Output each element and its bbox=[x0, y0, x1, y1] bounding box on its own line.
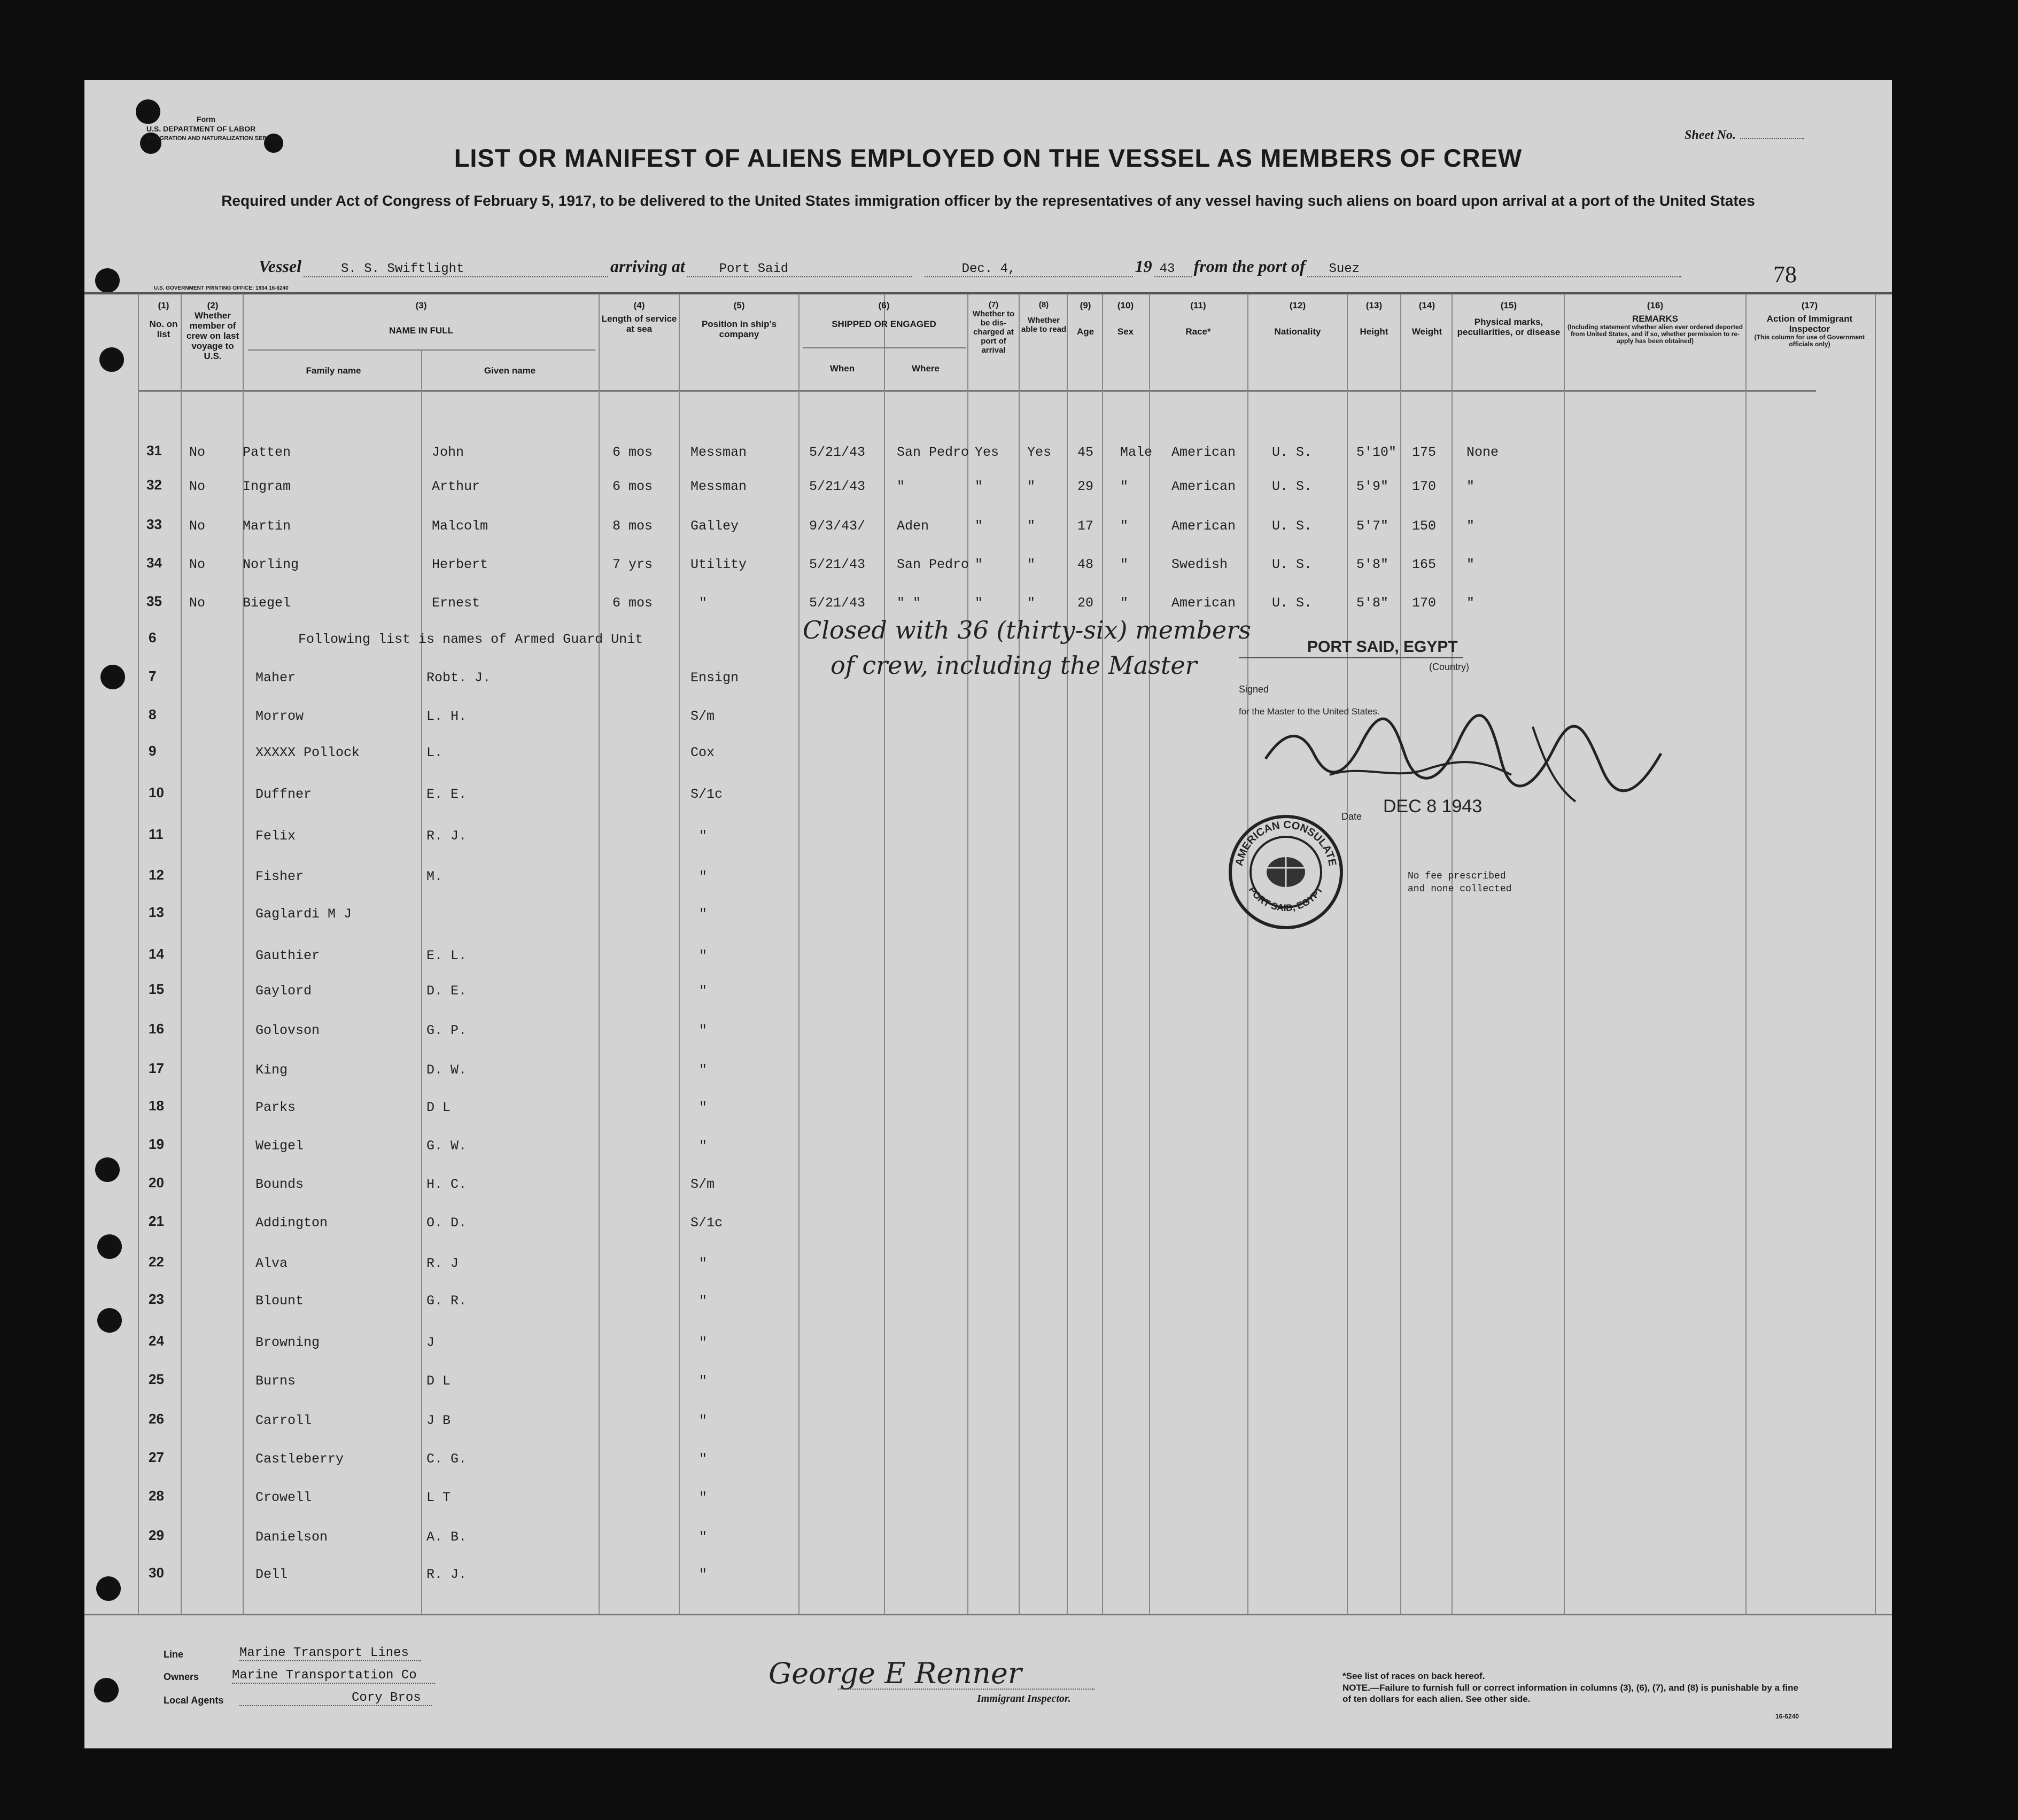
vessel-label: Vessel bbox=[259, 256, 301, 276]
cell-family: Martin bbox=[243, 518, 291, 534]
cell-sex: Male bbox=[1120, 445, 1153, 460]
cell-position: " bbox=[699, 948, 708, 963]
cell-given: D. E. bbox=[426, 983, 467, 999]
cell-given: Malcolm bbox=[432, 518, 488, 534]
cell-family: Burns bbox=[255, 1373, 296, 1389]
cell-given: D L bbox=[426, 1373, 451, 1389]
column-rule bbox=[967, 294, 968, 1614]
row-number: 21 bbox=[149, 1213, 164, 1229]
cell-given: L T bbox=[426, 1490, 451, 1505]
col-6-header: (6) SHIPPED OR ENGAGED bbox=[832, 300, 936, 329]
department-label: U.S. DEPARTMENT OF LABOR bbox=[146, 125, 256, 133]
cell-read: " bbox=[1027, 595, 1036, 611]
cell-given: R. J. bbox=[426, 828, 467, 844]
row-number: 9 bbox=[149, 743, 157, 759]
row-number: 6 bbox=[149, 629, 157, 645]
cell-nationality: U. S. bbox=[1272, 479, 1313, 494]
cell-given: E. E. bbox=[426, 787, 467, 802]
cell-given: Arthur bbox=[432, 479, 480, 494]
cell-family: Gaylord bbox=[255, 983, 312, 999]
cell-position: S/1c bbox=[690, 787, 723, 802]
cell-discharged: " bbox=[975, 557, 983, 572]
punch-hole bbox=[136, 99, 160, 124]
column-rule bbox=[599, 294, 600, 1614]
col-6-when-header: When bbox=[829, 363, 855, 374]
cell-when: 5/21/43 bbox=[809, 557, 866, 572]
row-number: 13 bbox=[149, 904, 164, 920]
cell-family: Gaglardi M J bbox=[255, 906, 352, 922]
cell-prev: No bbox=[189, 595, 206, 611]
cell-service: 6 mos bbox=[612, 479, 653, 494]
cell-family: Blount bbox=[255, 1293, 304, 1309]
consulate-date-label: Date bbox=[1341, 811, 1362, 822]
line-label: Line bbox=[164, 1649, 184, 1660]
cell-given: J bbox=[426, 1335, 435, 1350]
col-3-header: (3) NAME IN FULL bbox=[389, 300, 453, 336]
row-number: 24 bbox=[149, 1333, 164, 1349]
cell-position: Galley bbox=[690, 518, 739, 534]
row-number: 19 bbox=[149, 1136, 164, 1152]
fee-note-line2: and none collected bbox=[1408, 884, 1512, 895]
cell-position: Ensign bbox=[690, 670, 739, 686]
col-14-header: (14) Weight bbox=[1411, 300, 1442, 337]
cell-read: Yes bbox=[1027, 445, 1052, 460]
cell-discharged: " bbox=[975, 479, 983, 494]
cell-race: American bbox=[1171, 518, 1236, 534]
col-9-header: (9) Age bbox=[1076, 300, 1095, 337]
fee-note-line1: No fee prescribed bbox=[1408, 871, 1506, 882]
row-number: 18 bbox=[149, 1098, 164, 1114]
cell-given: A. B. bbox=[426, 1529, 467, 1545]
cell-family: Morrow bbox=[255, 709, 304, 724]
cell-position: " bbox=[699, 1335, 708, 1350]
cell-family: Fisher bbox=[255, 869, 304, 884]
col-7-header: (7) Whether to be dis-charged at port of arrival bbox=[972, 300, 1015, 355]
cell-family: Castleberry bbox=[255, 1451, 344, 1467]
cell-family: King bbox=[255, 1062, 288, 1078]
consulate-place-rule bbox=[1239, 657, 1463, 658]
cell-position: S/m bbox=[690, 1177, 715, 1192]
cell-given: L. H. bbox=[426, 709, 467, 724]
row-number: 26 bbox=[149, 1411, 164, 1427]
cell-given: G. R. bbox=[426, 1293, 467, 1309]
column-rule bbox=[1102, 294, 1103, 1614]
cell-position: Utility bbox=[690, 557, 747, 572]
cell-position: " bbox=[699, 1490, 708, 1505]
cell-race: Swedish bbox=[1171, 557, 1228, 572]
cell-given: O. D. bbox=[426, 1215, 467, 1231]
cell-prev: No bbox=[189, 557, 206, 572]
cell-marks: " bbox=[1466, 479, 1475, 494]
cell-where: San Pedro bbox=[897, 445, 969, 460]
cell-when: 5/21/43 bbox=[809, 445, 866, 460]
svg-text:PORT SAID, EGYPT bbox=[1247, 884, 1325, 913]
column-rule bbox=[1400, 294, 1401, 1614]
cell-position: " bbox=[699, 1293, 708, 1309]
owners-label: Owners bbox=[164, 1671, 199, 1682]
cell-position: " bbox=[699, 1413, 708, 1428]
line-value: Marine Transport Lines bbox=[239, 1646, 421, 1661]
printing-office-note: U.S. GOVERNMENT PRINTING OFFICE: 1934 16-6240 bbox=[154, 285, 289, 291]
page-number: 78 bbox=[1773, 261, 1797, 287]
agents-label: Local Agents bbox=[164, 1695, 224, 1706]
col-16-header: (16) REMARKS (Including statement whether alien ever ordered deported from United States, and if so, whether permission to re-apply has been obtained) bbox=[1567, 300, 1743, 345]
col-15-header: (15) Physical marks, peculiarities, or disease bbox=[1457, 300, 1561, 337]
row-number: 12 bbox=[149, 867, 164, 883]
cell-prev: No bbox=[189, 518, 206, 534]
cell-race: American bbox=[1171, 479, 1236, 494]
column-rule bbox=[1452, 294, 1453, 1614]
column-rule bbox=[421, 351, 422, 1614]
punch-hole bbox=[95, 1157, 120, 1182]
cell-given: G. P. bbox=[426, 1023, 467, 1038]
cell-weight: 150 bbox=[1412, 518, 1437, 534]
handwritten-closing-note-line1: Closed with 36 (thirty-six) members bbox=[803, 616, 1251, 644]
cell-position: " bbox=[699, 906, 708, 922]
cell-read: " bbox=[1027, 479, 1036, 494]
seal-bottom-text: PORT SAID, EGYPT bbox=[1246, 884, 1325, 914]
col-8-header: (8) Whether able to read bbox=[1021, 300, 1067, 334]
cell-discharged: " bbox=[975, 518, 983, 534]
service-label: IMMIGRATION AND NATURALIZATION SERVICE bbox=[146, 135, 281, 142]
col-5-header: (5) Position in ship's company bbox=[701, 300, 777, 339]
row-number: 14 bbox=[149, 946, 164, 962]
cell-age: 17 bbox=[1077, 518, 1094, 534]
cell-prev: No bbox=[189, 445, 206, 460]
cell-service: 6 mos bbox=[612, 445, 653, 460]
cell-family: Gauthier bbox=[255, 948, 320, 963]
column-rule bbox=[138, 294, 139, 1614]
cell-weight: 170 bbox=[1412, 479, 1437, 494]
cell-sex: " bbox=[1120, 595, 1129, 611]
from-label: from the port of bbox=[1193, 256, 1306, 276]
column-rule bbox=[1247, 294, 1248, 1614]
sheet-number: Sheet No. bbox=[1685, 128, 1804, 143]
seal-top-text: AMERICAN CONSULATE bbox=[1233, 819, 1339, 867]
cell-given: D. W. bbox=[426, 1062, 467, 1078]
cell-position: " bbox=[699, 1451, 708, 1467]
consulate-date: DEC 8 1943 bbox=[1383, 796, 1483, 816]
cell-sex: " bbox=[1120, 479, 1129, 494]
cell-family: Carroll bbox=[255, 1413, 312, 1428]
cell-given: J B bbox=[426, 1413, 451, 1428]
consulate-for: for the Master to the United States. bbox=[1239, 706, 1380, 717]
cell-where: San Pedro bbox=[897, 557, 969, 572]
from-port: Suez bbox=[1307, 262, 1681, 277]
column-rule bbox=[884, 294, 885, 1614]
row-number: 28 bbox=[149, 1488, 164, 1504]
cell-position: " bbox=[699, 869, 708, 884]
cell-nationality: U. S. bbox=[1272, 518, 1313, 534]
cell-where: " " bbox=[897, 595, 921, 611]
col-11-header: (11) Race* bbox=[1185, 300, 1211, 337]
cell-marks: " bbox=[1466, 557, 1475, 572]
cell-read: " bbox=[1027, 518, 1036, 534]
table-top-rule bbox=[84, 292, 1892, 294]
column-rule bbox=[181, 294, 182, 1614]
consular-signature bbox=[1255, 711, 1672, 807]
arriving-port: Port Said bbox=[687, 262, 912, 277]
col-3-given-header: Given name bbox=[484, 365, 536, 376]
row-number: 16 bbox=[149, 1021, 164, 1037]
consulate-signed: Signed bbox=[1239, 684, 1269, 695]
cell-weight: 175 bbox=[1412, 445, 1437, 460]
cell-marks: None bbox=[1466, 445, 1499, 460]
col-6-where-header: Where bbox=[912, 363, 940, 374]
cell-family: Duffner bbox=[255, 787, 312, 802]
cell-position: Messman bbox=[690, 479, 747, 494]
cell-when: 5/21/43 bbox=[809, 595, 866, 611]
cell-position: " bbox=[699, 983, 708, 999]
seal-icon bbox=[1226, 812, 1346, 932]
armed-guard-note: Following list is names of Armed Guard Unit bbox=[298, 632, 643, 647]
vessel-line bbox=[259, 256, 1809, 278]
cell-when: 5/21/43 bbox=[809, 479, 866, 494]
cell-position: " bbox=[699, 1529, 708, 1545]
consulate-country: (Country) bbox=[1429, 662, 1470, 672]
cell-marks: " bbox=[1466, 518, 1475, 534]
row-number: 29 bbox=[149, 1527, 164, 1543]
cell-given: H. C. bbox=[426, 1177, 467, 1192]
row-number: 20 bbox=[149, 1175, 164, 1191]
row-number: 7 bbox=[149, 668, 157, 684]
cell-family: Weigel bbox=[255, 1138, 304, 1154]
cell-position: " bbox=[699, 1256, 708, 1271]
arrival-year: 43 bbox=[1154, 262, 1192, 277]
cell-family: Crowell bbox=[255, 1490, 312, 1505]
agents-value: Cory Bros bbox=[239, 1691, 432, 1706]
cell-discharged: Yes bbox=[975, 445, 999, 460]
cell-age: 45 bbox=[1077, 445, 1094, 460]
form-number: Form bbox=[197, 115, 215, 123]
row-number: 25 bbox=[149, 1371, 164, 1387]
row-number: 34 bbox=[146, 555, 162, 571]
cell-prev: No bbox=[189, 479, 206, 494]
col-3-subrule bbox=[248, 349, 595, 351]
cell-age: 20 bbox=[1077, 595, 1094, 611]
cell-height: 5'7" bbox=[1356, 518, 1389, 534]
owners-value: Marine Transportation Co bbox=[232, 1668, 435, 1684]
cell-position: S/m bbox=[690, 709, 715, 724]
arriving-label: arriving at bbox=[610, 256, 685, 276]
cell-nationality: U. S. bbox=[1272, 445, 1313, 460]
cell-given: D L bbox=[426, 1100, 451, 1115]
col-6-subrule bbox=[803, 347, 966, 348]
cell-given: R. J bbox=[426, 1256, 459, 1271]
column-rule bbox=[1019, 294, 1020, 1614]
column-rule bbox=[1875, 294, 1876, 1614]
cell-read: " bbox=[1027, 557, 1036, 572]
cell-family: Norling bbox=[243, 557, 299, 572]
cell-given: E. L. bbox=[426, 948, 467, 963]
cell-family: XXXXX Pollock bbox=[255, 745, 360, 760]
cell-family: Alva bbox=[255, 1256, 288, 1271]
cell-when: 9/3/43/ bbox=[809, 518, 866, 534]
cell-where: Aden bbox=[897, 518, 929, 534]
cell-given: Robt. J. bbox=[426, 670, 491, 686]
cell-position: Cox bbox=[690, 745, 715, 760]
cell-weight: 165 bbox=[1412, 557, 1437, 572]
cell-given: M. bbox=[426, 869, 443, 884]
cell-family: Felix bbox=[255, 828, 296, 844]
consulate-place: PORT SAID, EGYPT bbox=[1307, 638, 1458, 656]
cell-family: Golovson bbox=[255, 1023, 320, 1038]
column-rule bbox=[1745, 294, 1747, 1614]
punch-hole bbox=[95, 268, 120, 293]
punch-hole bbox=[100, 665, 125, 689]
row-number: 22 bbox=[149, 1254, 164, 1270]
cell-race: American bbox=[1171, 595, 1236, 611]
races-note: *See list of races on back hereof. bbox=[1342, 1671, 1485, 1681]
cell-given: G. W. bbox=[426, 1138, 467, 1154]
cell-service: 8 mos bbox=[612, 518, 653, 534]
consulate-seal bbox=[1226, 812, 1346, 932]
cell-family: Ingram bbox=[243, 479, 291, 494]
punch-hole bbox=[99, 347, 124, 372]
manifest-sheet bbox=[84, 80, 1892, 1748]
row-number: 8 bbox=[149, 706, 157, 722]
row-number: 33 bbox=[146, 516, 162, 532]
cell-height: 5'9" bbox=[1356, 479, 1389, 494]
col-4-header: (4) Length of service at sea bbox=[601, 300, 677, 334]
cell-sex: " bbox=[1120, 518, 1129, 534]
cell-position: S/1c bbox=[690, 1215, 723, 1231]
cell-race: American bbox=[1171, 445, 1236, 460]
cell-service: 7 yrs bbox=[612, 557, 653, 572]
handwritten-closing-note-line2: of crew, including the Master bbox=[831, 651, 1197, 680]
cell-given: Herbert bbox=[432, 557, 488, 572]
cell-given: R. J. bbox=[426, 1567, 467, 1582]
cell-family: Maher bbox=[255, 670, 296, 686]
column-rule bbox=[1149, 294, 1150, 1614]
col-17-header: (17) Action of Immigrant Inspector (This column for use of Government officials only) bbox=[1754, 300, 1865, 348]
col-1-header: (1) No. on list bbox=[149, 300, 178, 339]
cell-given: Ernest bbox=[432, 595, 480, 611]
cell-where: " bbox=[897, 479, 905, 494]
cell-position: Messman bbox=[690, 445, 747, 460]
arrival-date: Dec. 4, bbox=[925, 262, 1133, 277]
cell-height: 5'10" bbox=[1356, 445, 1397, 460]
punch-hole bbox=[97, 1234, 122, 1259]
cell-position: " bbox=[699, 1373, 708, 1389]
cell-family: Biegel bbox=[243, 595, 291, 611]
row-number: 10 bbox=[149, 784, 164, 800]
cell-height: 5'8" bbox=[1356, 595, 1389, 611]
cell-age: 29 bbox=[1077, 479, 1094, 494]
column-rule bbox=[1564, 294, 1565, 1614]
row-number: 32 bbox=[146, 477, 162, 493]
cell-nationality: U. S. bbox=[1272, 557, 1313, 572]
col-10-header: (10) Sex bbox=[1117, 300, 1134, 337]
cell-age: 48 bbox=[1077, 557, 1094, 572]
form-code: 16-6240 bbox=[1775, 1713, 1799, 1720]
cell-position: " bbox=[699, 828, 708, 844]
cell-weight: 170 bbox=[1412, 595, 1437, 611]
inspector-label: Immigrant Inspector. bbox=[977, 1693, 1071, 1705]
cell-position: " bbox=[699, 1062, 708, 1078]
col-2-header: (2) Whether member of crew on last voyage to U.S. bbox=[186, 300, 239, 361]
column-rule bbox=[1347, 294, 1348, 1614]
cell-service: 6 mos bbox=[612, 595, 653, 611]
page-title: LIST OR MANIFEST OF ALIENS EMPLOYED ON THE VESSEL AS MEMBERS OF CREW bbox=[454, 144, 1523, 172]
row-number: 17 bbox=[149, 1060, 164, 1076]
cell-position: " bbox=[699, 1100, 708, 1115]
row-number: 30 bbox=[149, 1565, 164, 1581]
cell-position: " bbox=[699, 1567, 708, 1582]
cell-position: " bbox=[699, 595, 708, 611]
cell-family: Parks bbox=[255, 1100, 296, 1115]
inspector-signature-rule bbox=[838, 1689, 1095, 1690]
col-12-header: (12) Nationality bbox=[1274, 300, 1321, 337]
cell-marks: " bbox=[1466, 595, 1475, 611]
column-rule bbox=[679, 294, 680, 1614]
cell-nationality: U. S. bbox=[1272, 595, 1313, 611]
cell-family: Bounds bbox=[255, 1177, 304, 1192]
punch-hole bbox=[97, 1308, 122, 1333]
cell-given: L. bbox=[426, 745, 443, 760]
row-number: 31 bbox=[146, 442, 162, 458]
year-prefix: 19 bbox=[1135, 256, 1152, 276]
vessel-name: S. S. Swiftlight bbox=[304, 262, 608, 277]
column-rule bbox=[1067, 294, 1068, 1614]
cell-discharged: " bbox=[975, 595, 983, 611]
col-13-header: (13) Height bbox=[1360, 300, 1388, 337]
punch-hole bbox=[94, 1678, 119, 1702]
cell-given: C. G. bbox=[426, 1451, 467, 1467]
cell-sex: " bbox=[1120, 557, 1129, 572]
inspector-signature: George E Renner bbox=[769, 1656, 1022, 1690]
punch-hole bbox=[96, 1576, 121, 1601]
col-3-family-header: Family name bbox=[306, 365, 361, 376]
cell-family: Danielson bbox=[255, 1529, 328, 1545]
cell-position: " bbox=[699, 1138, 708, 1154]
column-rule bbox=[798, 294, 800, 1614]
row-number: 15 bbox=[149, 981, 164, 997]
table-bottom-rule bbox=[84, 1614, 1892, 1615]
row-number: 27 bbox=[149, 1449, 164, 1465]
cell-family: Dell bbox=[255, 1567, 288, 1582]
cell-family: Patten bbox=[243, 445, 291, 460]
row-number: 11 bbox=[149, 826, 164, 842]
page-subtitle: Required under Act of Congress of February 5, 1917, to be delivered to the United States immigration officer by the representatives of any vessel having such aliens on board upon arrival at a port of the United States bbox=[221, 192, 1755, 209]
cell-position: " bbox=[699, 1023, 708, 1038]
cell-family: Browning bbox=[255, 1335, 320, 1350]
cell-family: Addington bbox=[255, 1215, 328, 1231]
cell-given: John bbox=[432, 445, 464, 460]
row-number: 35 bbox=[146, 593, 162, 609]
cell-height: 5'8" bbox=[1356, 557, 1389, 572]
row-number: 23 bbox=[149, 1291, 164, 1307]
penalty-note: NOTE.—Failure to furnish full or correct information in columns (3), (6), (7), and (8) is punishable by a fine of ten dollars for each alien. See other side. bbox=[1342, 1683, 1798, 1704]
